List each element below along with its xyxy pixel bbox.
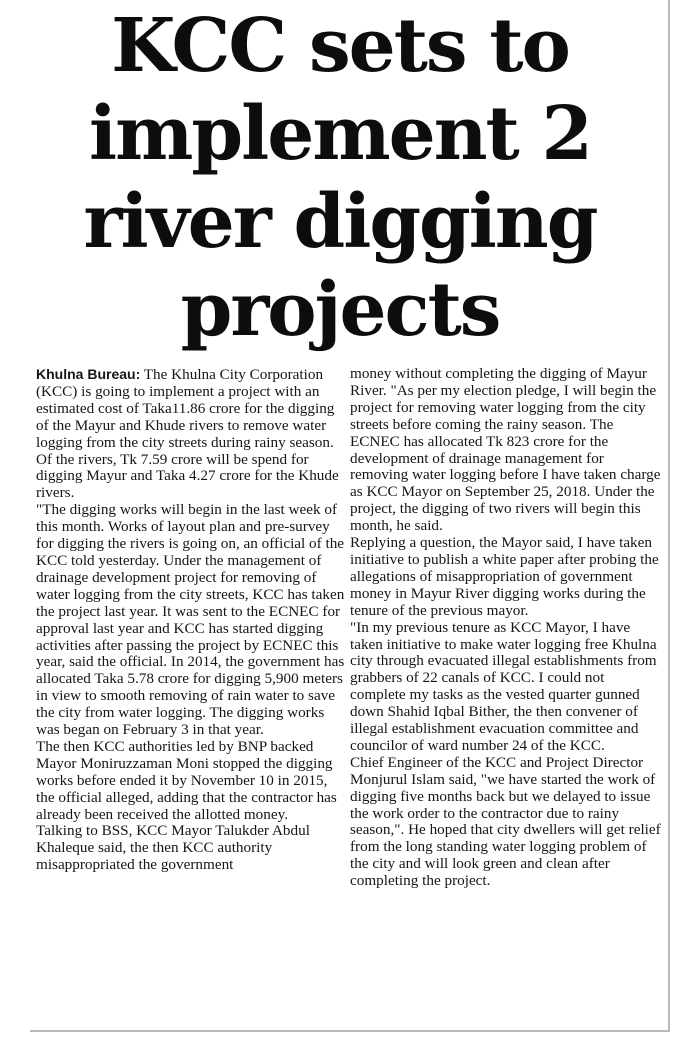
article-paragraph: Chief Engineer of the KCC and Project Director Monjurul Islam said, "we have started the work of digging five months back but we delayed to issue the work order to the contractor due to rainy season,". He hoped that city dwellers will get relief from the long standing water logging problem of the city and will look green and clean after completing the project. [350,753,661,890]
article-column-left [36,366,348,874]
article-paragraph: "In my previous tenure as KCC Mayor, I have taken initiative to make water logging free Khulna city through evacuated illegal establishments from grabbers of 22 canals of KCC. I could not complete my tasks as the vested quarter gunned down Shahid Iqbal Bither, the then convener of illegal establishment evacuation committee and councilor of ward number 24 of the KCC. [350,618,657,754]
article-column-right [350,366,662,890]
article-paragraph: The then KCC authorities led by BNP backed Mayor Moniruzzaman Moni stopped the digging works before ended it by November 10 in 2015, the official alleged, adding that the contractor has already been received the allotted money. [36,737,337,823]
article-headline: KCC sets to implement 2 river digging projects [83,3,597,353]
article-paragraph [36,366,348,502]
article-paragraph: Replying a question, the Mayor said, I have taken initiative to publish a white paper after probing the allegations of misappropriation of government money in Mayur River digging works during the tenure of the previous mayor. [350,534,659,619]
paragraph-text: The Khulna City Corporation (KCC) is going to implement a project with an estimated cost of Taka11.86 crore for the digging of the Mayur and Khude rivers to remove water logging from the city streets during rainy season. Of the rivers, Tk 7.59 crore will be spend for digging Mayur and Taka 4.27 crore for the Khude rivers. [36,366,339,502]
page-edge-bottom [30,1030,670,1032]
article-paragraph: "The digging works will begin in the last week of this month. Works of layout plan and pre-survey for digging the rivers is going on, an official of the KCC told yesterday. Under the management of drainage development project for removing of water logging from the city streets, KCC has taken the project last year. It was sent to the ECNEC for approval last year and KCC has started digging activities after passing the project by ECNEC this year, said the official. In 2014, the government has allocated Taka 5.78 crore for digging 5,900 meters in view to smooth removing of rain water to save the city from water logging. The digging works was began on February 3 in that year. [36,501,345,739]
page-edge-right [668,0,670,1030]
article-paragraph: Talking to BSS, KCC Mayor Talukder Abdul Khaleque said, the then KCC authority misappropriated the government [36,822,310,874]
article-paragraph: money without completing the digging of Mayur River. "As per my election pledge, I will begin the project for removing water logging from the city streets before coming the rainy season. The ECNEC has allocated Tk 823 crore for the development of drainage management for removing water logging before I have taken charge as KCC Mayor on September 25, 2018. Under the project, the digging of two rivers will begin this month, he said. [350,365,661,535]
article-dateline: Khulna Bureau: [36,366,141,382]
